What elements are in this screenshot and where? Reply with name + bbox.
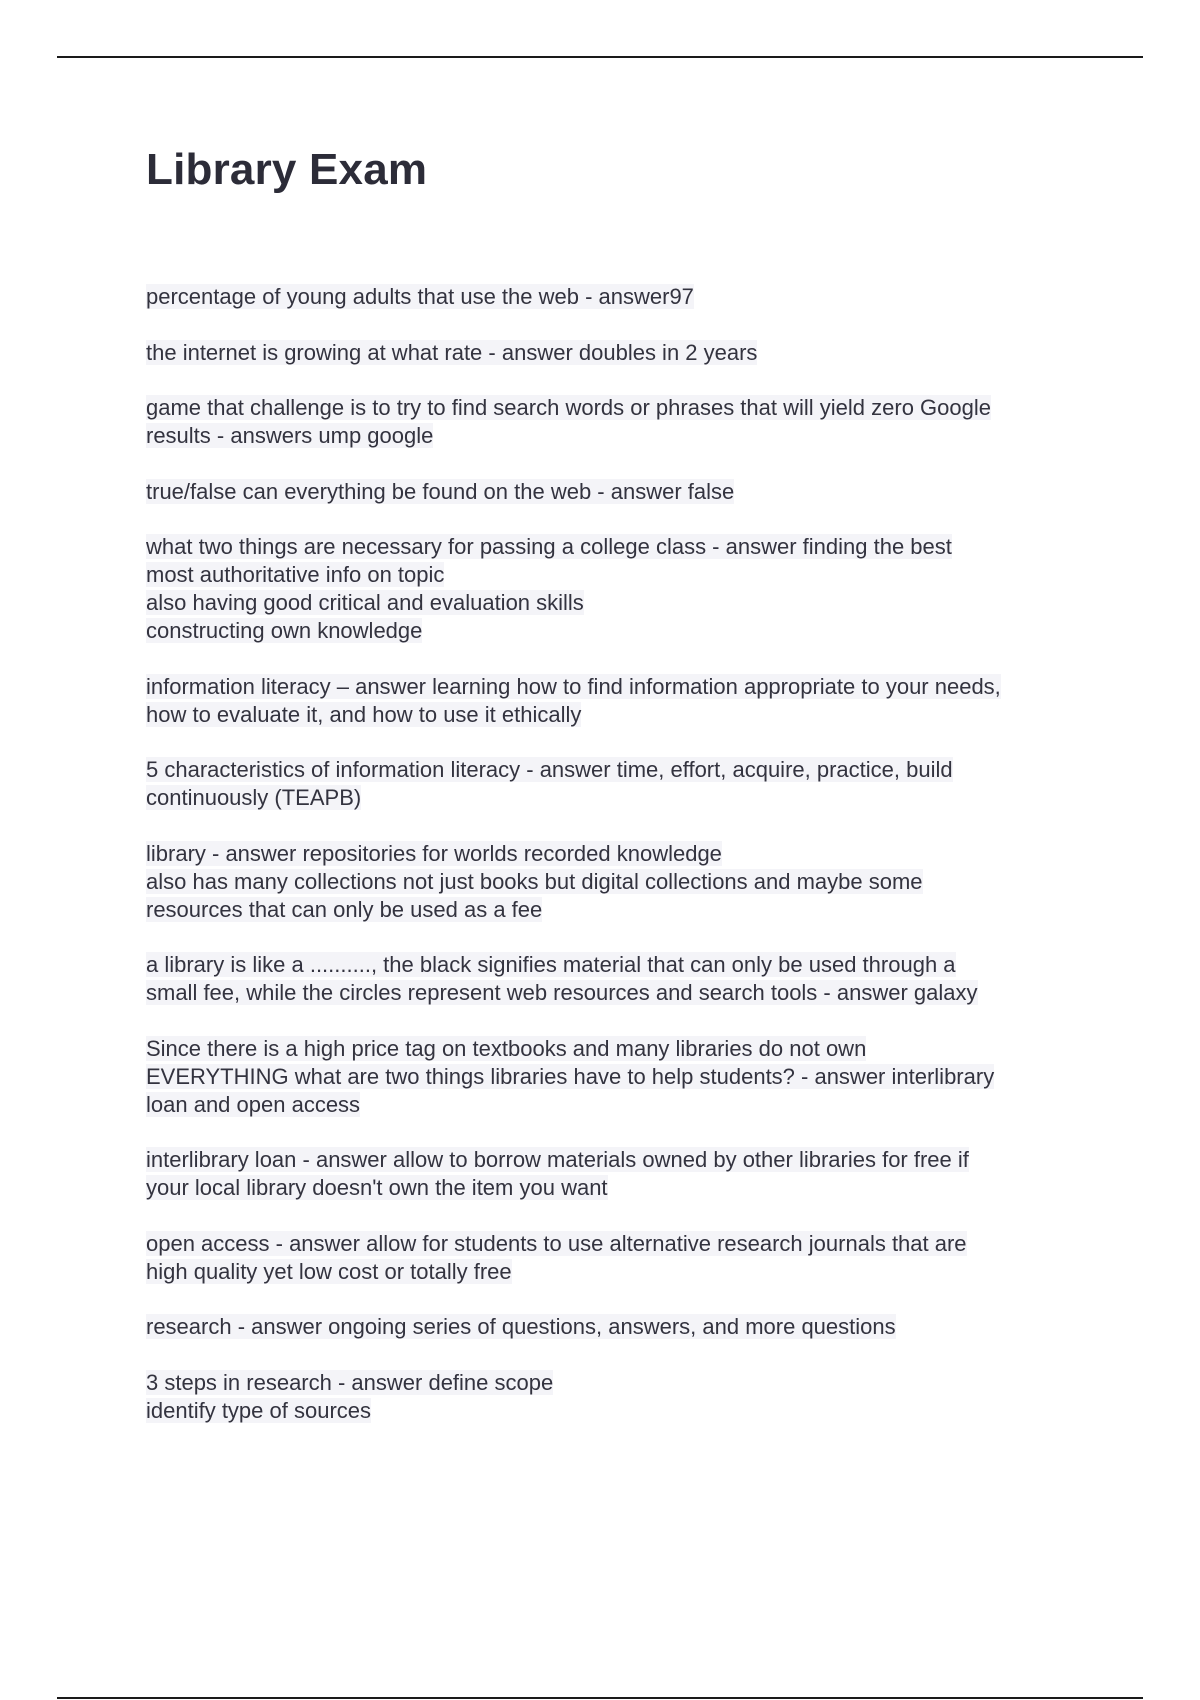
qa-item: [146, 533, 1086, 645]
qa-line-text: identify type of sources: [146, 1397, 372, 1423]
qa-line-text: resources that can only be used as a fee: [146, 896, 543, 922]
qa-line: [146, 339, 1086, 367]
qa-line-text: most authoritative info on topic: [146, 562, 445, 587]
qa-item: [146, 840, 1086, 924]
qa-line-text: small fee, while the circles represent web resources and search tools - answer galaxy: [146, 980, 978, 1005]
qa-line: [146, 979, 1086, 1007]
qa-item: [146, 673, 1086, 729]
qa-item: [146, 1313, 1086, 1341]
qa-item: [146, 756, 1086, 812]
qa-line: [146, 673, 1086, 701]
qa-line-text: research - answer ongoing series of questions, answers, and more questions: [146, 1314, 896, 1339]
qa-line-text: 5 characteristics of information literacy - answer time, effort, acquire, practice, build: [146, 757, 953, 782]
qa-item: [146, 1146, 1086, 1202]
qa-line-text: information literacy – answer learning how to find information appropriate to your needs,: [146, 673, 1001, 699]
qa-line: [146, 589, 1086, 617]
document-title: Library Exam: [146, 145, 428, 194]
qa-line-text: 3 steps in research - answer define scope: [146, 1369, 554, 1395]
qa-line-text: loan and open access: [146, 1091, 361, 1117]
qa-line: [146, 1063, 1086, 1091]
qa-line: [146, 1091, 1086, 1119]
qa-item: [146, 1369, 1086, 1425]
qa-line: [146, 868, 1086, 896]
qa-line-text: EVERYTHING what are two things libraries have to help students? - answer interlibrary: [146, 1063, 995, 1089]
qa-line: [146, 701, 1086, 729]
qa-line: [146, 478, 1086, 506]
qa-item: [146, 339, 1086, 367]
qa-line-text: continuously (TEAPB): [146, 785, 362, 810]
qa-line-text: percentage of young adults that use the web - answer97: [146, 284, 694, 309]
qa-line: [146, 840, 1086, 868]
qa-item: [146, 951, 1086, 1007]
qa-item: [146, 478, 1086, 506]
qa-line: [146, 896, 1086, 924]
qa-line: [146, 1369, 1086, 1397]
qa-line-text: Since there is a high price tag on textbooks and many libraries do not own: [146, 1035, 867, 1061]
qa-line-text: library - answer repositories for worlds recorded knowledge: [146, 840, 722, 866]
qa-line-text: results - answers ump google: [146, 423, 434, 448]
qa-line-text: high quality yet low cost or totally free: [146, 1258, 512, 1284]
qa-line: [146, 394, 1086, 422]
qa-line-text: interlibrary loan - answer allow to borrow materials owned by other libraries for free if: [146, 1147, 969, 1172]
qa-line-text: a library is like a .........., the black signifies material that can only be used through a: [146, 952, 956, 977]
qa-line-text: how to evaluate it, and how to use it ethically: [146, 701, 582, 727]
qa-line-text: the internet is growing at what rate - answer doubles in 2 years: [146, 339, 758, 365]
qa-line: [146, 1397, 1086, 1425]
qa-line: [146, 951, 1086, 979]
qa-line-text: game that challenge is to try to find search words or phrases that will yield zero Google: [146, 395, 991, 420]
qa-line-text: what two things are necessary for passing a college class - answer finding the best: [146, 534, 952, 559]
qa-line: [146, 1035, 1086, 1063]
qa-line-text: your local library doesn't own the item you want: [146, 1175, 608, 1200]
qa-line: [146, 784, 1086, 812]
qa-line-text: constructing own knowledge: [146, 618, 423, 643]
qa-line: [146, 1174, 1086, 1202]
qa-line: [146, 533, 1086, 561]
qa-list: [146, 283, 1086, 1452]
bottom-rule: [57, 1697, 1143, 1699]
qa-line: [146, 1230, 1086, 1258]
qa-item: [146, 1230, 1086, 1286]
qa-item: [146, 1035, 1086, 1119]
qa-line: [146, 422, 1086, 450]
qa-line-text: open access - answer allow for students to use alternative research journals that are: [146, 1230, 967, 1256]
qa-line: [146, 1313, 1086, 1341]
qa-line-text: also having good critical and evaluation skills: [146, 590, 584, 615]
qa-line: [146, 756, 1086, 784]
qa-line-text: also has many collections not just books but digital collections and maybe some: [146, 868, 923, 894]
qa-line-text: true/false can everything be found on the web - answer false: [146, 478, 735, 504]
qa-line: [146, 283, 1086, 311]
qa-line: [146, 617, 1086, 645]
qa-line: [146, 1146, 1086, 1174]
qa-line: [146, 1258, 1086, 1286]
qa-line: [146, 561, 1086, 589]
top-rule: [57, 56, 1143, 58]
qa-item: [146, 283, 1086, 311]
qa-item: [146, 394, 1086, 450]
